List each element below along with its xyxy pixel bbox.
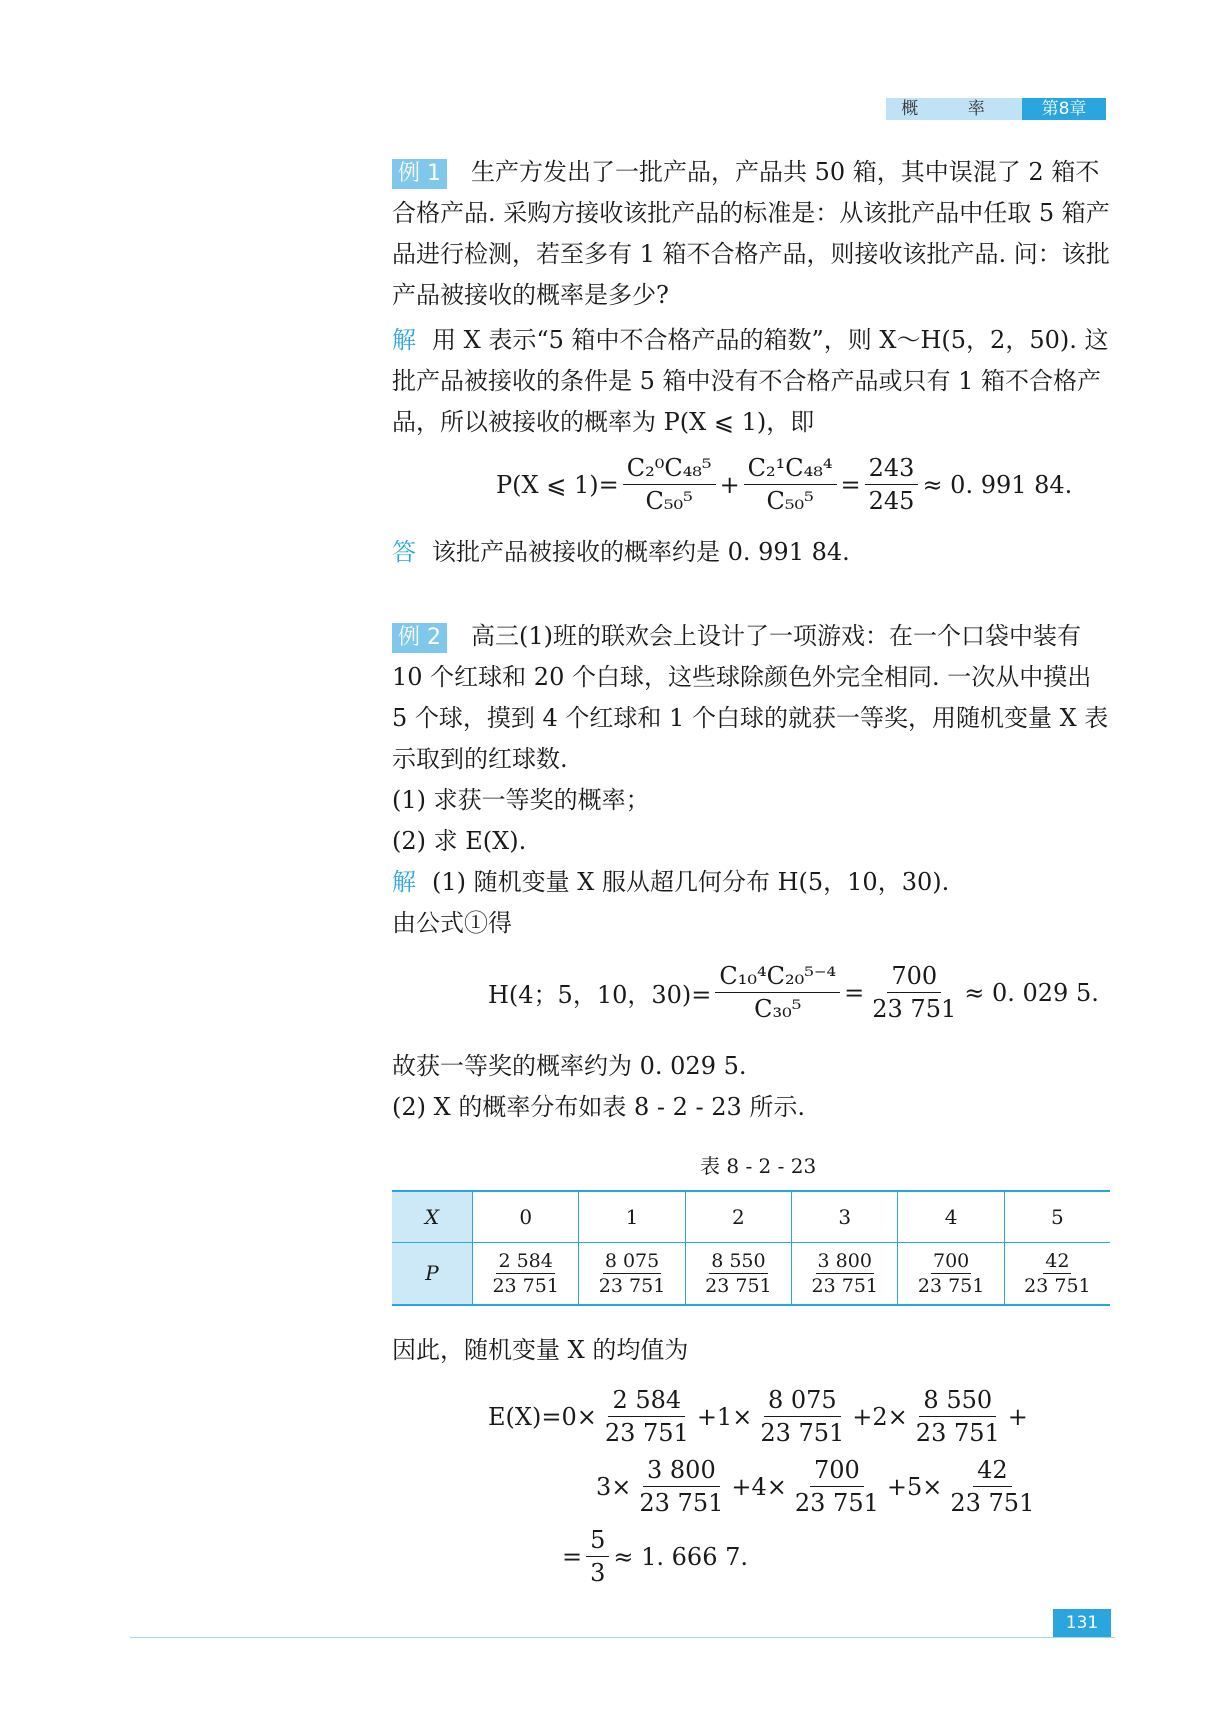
fraction-denominator: 23 751	[872, 995, 957, 1023]
example2-text: 高三(1)班的联欢会上设计了一项游戏：在一个口袋中装有 10 个红球和 20 个白球，这些球除颜色外完全相同. 一次从中摸出 5 个球，摸到 4 个红球和 1 个白球的就获一等奖，用随机变量 X 表示取到的红球数.	[392, 622, 1109, 773]
table-cell	[685, 1243, 791, 1305]
approx-result: ≈ 1. 666 7.	[613, 1542, 748, 1571]
table-cell: 1	[579, 1191, 685, 1243]
fraction-numerator: 42	[973, 1456, 1012, 1487]
fraction-denominator: 23 751	[705, 1275, 772, 1298]
fraction-numerator: 3 800	[817, 1250, 872, 1273]
fraction	[623, 454, 716, 515]
fraction	[865, 454, 919, 515]
example2-badge: 例 2	[392, 623, 447, 653]
fraction-numerator: 8 075	[764, 1386, 841, 1417]
fraction-denominator: 3	[590, 1559, 606, 1587]
table-header-x: X	[392, 1191, 473, 1243]
example1-solution-tag: 解	[392, 326, 416, 354]
fraction-denominator: 23 751	[915, 1419, 1000, 1447]
term-operator: +5×	[886, 1472, 943, 1501]
equals-sign: =	[844, 978, 865, 1007]
fraction-denominator: C₅₀⁵	[645, 487, 693, 515]
fraction-numerator: 2 584	[498, 1250, 553, 1273]
equals-sign: =	[840, 470, 861, 499]
answer-tag: 答	[392, 538, 416, 566]
fraction	[946, 1456, 1038, 1517]
fraction-denominator: C₅₀⁵	[766, 487, 814, 515]
example1-formula	[496, 454, 1072, 515]
chapter-header	[886, 98, 1106, 120]
example1-body	[392, 152, 1110, 443]
fraction	[586, 1526, 609, 1587]
table-row	[392, 1191, 1110, 1243]
hypergeometric-formula	[488, 962, 1099, 1023]
page-number: 131	[1053, 1609, 1111, 1637]
table-caption: 表 8 - 2 - 23	[700, 1154, 817, 1178]
equals-sign: =	[562, 1542, 583, 1571]
fraction	[635, 1456, 727, 1517]
table-header-p: P	[392, 1243, 473, 1305]
plus-sign: +	[1007, 1402, 1028, 1431]
fraction-numerator: C₁₀⁴C₂₀⁵⁻⁴	[715, 962, 840, 993]
fraction-denominator: 23 751	[950, 1489, 1035, 1517]
solution-part1: (1) 随机变量 X 服从超几何分布 H(5，10，30).	[432, 868, 950, 896]
table-cell: 0	[473, 1191, 579, 1243]
expectation-line-1	[488, 1386, 1028, 1447]
fraction-denominator: C₃₀⁵	[754, 995, 802, 1023]
table-cell: 3	[792, 1191, 898, 1243]
fraction-denominator: 23 751	[492, 1275, 559, 1298]
fraction	[601, 1386, 693, 1447]
fraction-numerator: 700	[810, 1456, 864, 1487]
fraction-numerator: 8 550	[711, 1250, 766, 1273]
distribution-table	[392, 1190, 1110, 1306]
table-cell: 5	[1004, 1191, 1110, 1243]
probability-text: 故获一等奖的概率约为 0. 029 5.	[392, 1052, 747, 1080]
fraction-denominator: 23 751	[811, 1275, 878, 1298]
approx-result: ≈ 0. 991 84.	[922, 470, 1073, 499]
formula-lhs: P(X ⩽ 1)=	[496, 470, 619, 499]
fraction-numerator: 700	[932, 1250, 970, 1273]
fraction-denominator: 245	[868, 487, 915, 515]
fraction-numerator: 243	[865, 454, 919, 485]
term-operator: +4×	[731, 1472, 787, 1501]
header-chapter: 第8章	[1022, 98, 1106, 120]
fraction-denominator: 23 751	[1024, 1275, 1091, 1298]
fraction-denominator: 23 751	[598, 1275, 666, 1298]
fraction	[715, 962, 840, 1023]
example2-mid	[392, 1046, 1110, 1128]
plus-sign: +	[719, 470, 740, 499]
fraction-denominator: 23 751	[639, 1489, 724, 1517]
example2-body	[392, 616, 1110, 944]
fraction-numerator: 2 584	[608, 1386, 685, 1417]
fraction-numerator: 3 800	[643, 1456, 720, 1487]
solution-part2: (2) X 的概率分布如表 8 - 2 - 23 所示.	[392, 1093, 806, 1121]
fraction	[744, 454, 837, 515]
fraction-numerator: C₂⁰C₄₈⁵	[623, 454, 716, 485]
solution-part1b: 由公式①得	[392, 909, 512, 937]
fraction	[868, 962, 960, 1023]
table-cell	[473, 1243, 579, 1305]
table-cell: 2	[685, 1191, 791, 1243]
example1-badge: 例 1	[392, 159, 447, 189]
fraction	[756, 1386, 848, 1447]
example1-answer	[392, 532, 1110, 573]
answer-text: 该批产品被接收的概率约是 0. 991 84.	[432, 538, 850, 566]
approx-result: ≈ 0. 029 5.	[964, 978, 1099, 1007]
table-cell	[792, 1243, 898, 1305]
table-cell	[579, 1243, 685, 1305]
header-title: 概 率	[886, 98, 1022, 120]
fraction-numerator: C₂¹C₄₈⁴	[744, 454, 837, 485]
example1-text: 生产方发出了一批产品，产品共 50 箱，其中误混了 2 箱不合格产品. 采购方接收该批产品的标准是：从该批产品中任取 5 箱产品进行检测，若至多有 1 箱不合格产品，则接收该批产品. 问：该批产品被接收的概率是多少?	[392, 158, 1110, 309]
table-cell	[1004, 1243, 1110, 1305]
table-cell: 4	[898, 1191, 1004, 1243]
mean-intro	[392, 1330, 1110, 1371]
table-cell	[898, 1243, 1004, 1305]
mean-text: 因此，随机变量 X 的均值为	[392, 1336, 689, 1364]
formula-lhs: H(4；5，10，30)=	[488, 981, 712, 1009]
question-1: (1) 求获一等奖的概率；	[392, 786, 650, 814]
table-row	[392, 1243, 1110, 1305]
fraction-numerator: 5	[586, 1526, 609, 1557]
example2-solution-tag: 解	[392, 868, 416, 896]
example1-solution-text: 用 X 表示“5 箱中不合格产品的箱数”，则 X～H(5，2，50). 这批产品被接收的条件是 5 箱中没有不合格产品或只有 1 箱不合格产品，所以被接收的概率为 P(X ⩽ 1)，即	[392, 326, 1109, 436]
fraction	[791, 1456, 883, 1517]
fraction-numerator: 8 550	[919, 1386, 996, 1417]
term-operator: +2×	[852, 1402, 908, 1431]
fraction-numerator: 42	[1045, 1250, 1070, 1273]
expectation-line-3	[562, 1526, 748, 1587]
fraction-denominator: 23 751	[760, 1419, 845, 1447]
term-operator: +1×	[696, 1402, 753, 1431]
fraction-numerator: 700	[887, 962, 941, 993]
fraction	[912, 1386, 1004, 1447]
term-operator: 3×	[596, 1472, 632, 1501]
fraction-denominator: 23 751	[917, 1275, 985, 1298]
fraction-denominator: 23 751	[794, 1489, 879, 1517]
expectation-line-2	[596, 1456, 1042, 1517]
fraction-numerator: 8 075	[604, 1250, 660, 1273]
footer-divider	[130, 1637, 1115, 1638]
question-2: (2) 求 E(X).	[392, 827, 527, 855]
formula-lhs: E(X)=0×	[488, 1402, 597, 1431]
fraction-denominator: 23 751	[604, 1419, 689, 1447]
